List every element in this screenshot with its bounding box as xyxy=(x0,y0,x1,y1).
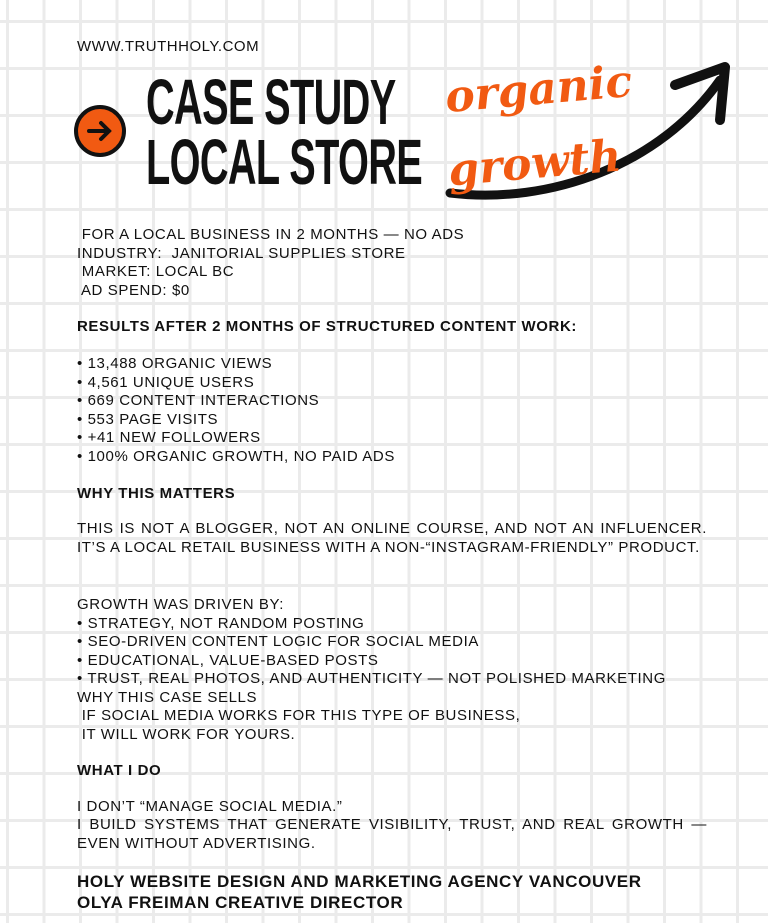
list-item: • 100% ORGANIC GROWTH, NO PAID ADS xyxy=(77,447,395,465)
agency-name: HOLY WEBSITE DESIGN AND MARKETING AGENCY VANCOUVER xyxy=(77,872,642,891)
intro-line: AD SPEND: $0 xyxy=(77,281,190,299)
intro-line: INDUSTRY: JANITORIAL SUPPLIES STORE xyxy=(77,244,406,262)
growth-block xyxy=(77,596,666,744)
list-item: • 13,488 ORGANIC VIEWS xyxy=(77,355,273,372)
why-paragraph: THIS IS NOT A BLOGGER, NOT AN ONLINE COURSE, AND NOT AN INFLUENCER. IT’S A LOCAL RETAIL BUSINESS WITH A NON-“INSTAGRAM-FRIENDLY” PRODUCT. xyxy=(77,520,707,556)
growth-line: IT WILL WORK FOR YOURS. xyxy=(77,725,296,743)
arrow-right-circle-icon xyxy=(74,105,126,157)
intro-line: MARKET: LOCAL BC xyxy=(77,263,235,280)
list-item: • 669 CONTENT INTERACTIONS xyxy=(77,392,320,409)
intro-line: FOR A LOCAL BUSINESS IN 2 MONTHS — NO ADS xyxy=(77,226,465,243)
title-line-1: CASE STUDY xyxy=(146,66,396,138)
director-name: OLYA FREIMAN CREATIVE DIRECTOR xyxy=(77,893,404,912)
page-title xyxy=(146,66,423,198)
growth-line: IF SOCIAL MEDIA WORKS FOR THIS TYPE OF BUSINESS, xyxy=(77,707,521,724)
list-item: • EDUCATIONAL, VALUE-BASED POSTS xyxy=(77,651,379,669)
growth-line: WHY THIS CASE SELLS xyxy=(77,688,258,706)
list-item: • 4,561 UNIQUE USERS xyxy=(77,373,255,391)
growth-line: GROWTH WAS DRIVEN BY: xyxy=(77,596,285,613)
list-item: • +41 NEW FOLLOWERS xyxy=(77,429,261,446)
script-organic: organic xyxy=(443,55,635,124)
what-paragraph: I BUILD SYSTEMS THAT GENERATE VISIBILITY, TRUST, AND REAL GROWTH — EVEN WITHOUT ADVERTISING. xyxy=(77,816,707,852)
list-item: • SEO-DRIVEN CONTENT LOGIC FOR SOCIAL MEDIA xyxy=(77,633,479,650)
footer xyxy=(77,871,642,913)
results-list xyxy=(77,355,395,466)
list-item: • 553 PAGE VISITS xyxy=(77,410,219,428)
intro-block xyxy=(77,226,464,300)
why-heading: WHY THIS MATTERS xyxy=(77,485,236,502)
results-heading: RESULTS AFTER 2 MONTHS OF STRUCTURED CONTENT WORK: xyxy=(77,318,577,335)
list-item: • TRUST, REAL PHOTOS, AND AUTHENTICITY — NOT POLISHED MARKETING xyxy=(77,670,666,687)
title-line-2: LOCAL STORE xyxy=(146,126,423,198)
what-heading: WHAT I DO xyxy=(77,762,162,779)
what-line: I DON’T “MANAGE SOCIAL MEDIA.” xyxy=(77,798,343,815)
list-item: • STRATEGY, NOT RANDOM POSTING xyxy=(77,614,365,632)
script-growth: growth xyxy=(446,130,624,197)
website-url: WWW.TRUTHHOLY.COM xyxy=(77,38,260,55)
